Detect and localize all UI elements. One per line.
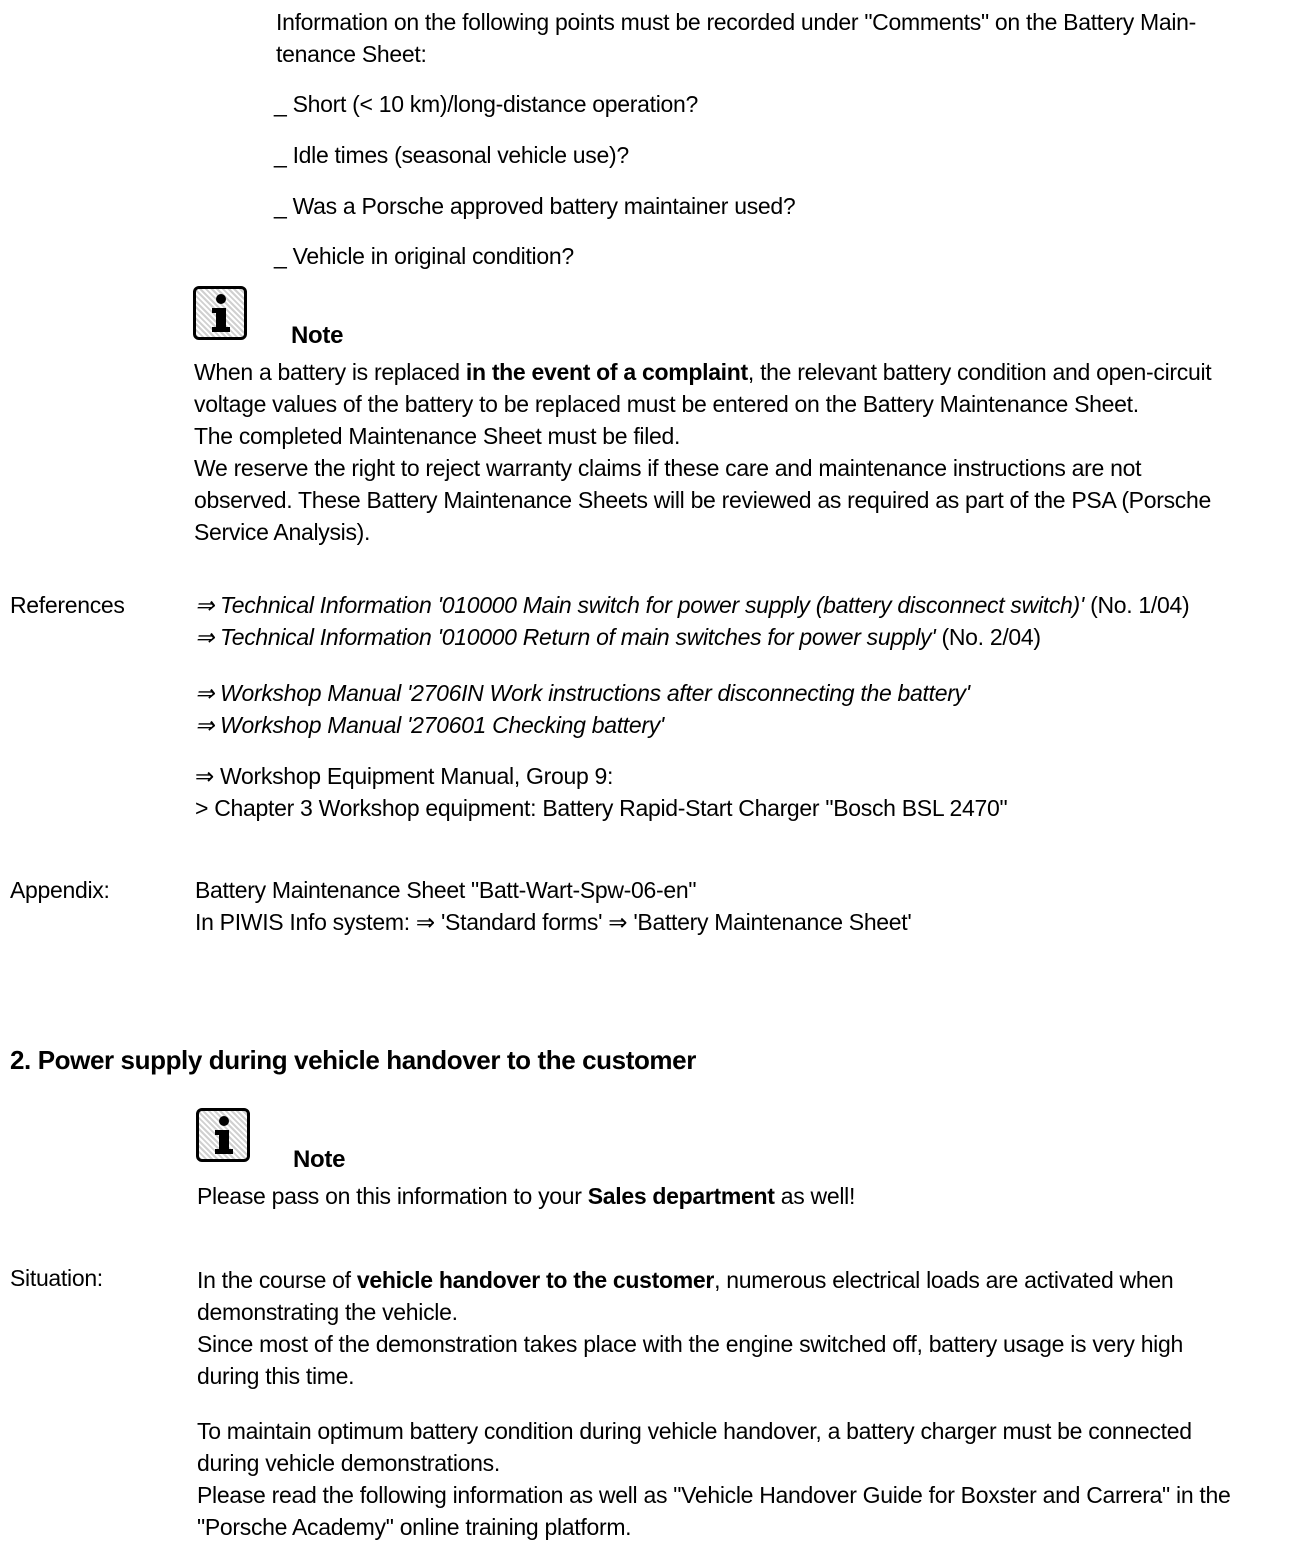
situation-body: [197, 1415, 1297, 1543]
reference-link[interactable]: ⇒ Technical Information '010000 Return of main switches for power supply': [195, 624, 936, 650]
list-item: _ Was a Porsche approved battery maintainer used?: [274, 193, 796, 219]
list-item: _ Short (< 10 km)/long-distance operation?: [274, 91, 699, 117]
references-list: [195, 677, 1305, 741]
intro-line-2: tenance Sheet:: [276, 41, 427, 67]
references-list: [195, 760, 1305, 824]
intro-line-1: Information on the following points must be recorded under "Comments" on the Battery Main-: [276, 9, 1197, 35]
note-line: Please pass on this information to your Sales department as well!: [197, 1183, 856, 1209]
situation-line: during vehicle demonstrations.: [197, 1450, 500, 1476]
list-item: _ Idle times (seasonal vehicle use)?: [274, 142, 629, 168]
appendix-line: In PIWIS Info system: ⇒ 'Standard forms' ⇒ 'Battery Maintenance Sheet': [195, 909, 912, 935]
intro-paragraph: [276, 6, 1296, 70]
situation-label: Situation:: [10, 1265, 103, 1291]
reference-link[interactable]: ⇒ Workshop Manual '2706IN Work instructions after disconnecting the battery': [195, 680, 970, 706]
reference-item: ⇒ Workshop Equipment Manual, Group 9:: [195, 763, 614, 789]
situation-line: In the course of vehicle handover to the customer, numerous electrical loads are activated when: [197, 1267, 1174, 1293]
situation-line: during this time.: [197, 1363, 355, 1389]
references-label: References: [10, 592, 125, 618]
appendix-body: [195, 874, 1305, 938]
situation-body: [197, 1264, 1297, 1392]
note-title: Note: [291, 322, 344, 349]
note-title: Note: [293, 1146, 346, 1173]
appendix-label: Appendix:: [10, 877, 110, 903]
list-item: _ Vehicle in original condition?: [274, 243, 574, 269]
situation-line: demonstrating the vehicle.: [197, 1299, 458, 1325]
reference-item: > Chapter 3 Workshop equipment: Battery Rapid-Start Charger "Bosch BSL 2470": [195, 795, 1008, 821]
info-icon: [196, 1108, 250, 1162]
appendix-line: Battery Maintenance Sheet "Batt-Wart-Spw-06-en": [195, 877, 697, 903]
reference-link[interactable]: ⇒ Workshop Manual '270601 Checking battery': [195, 712, 665, 738]
note-line: The completed Maintenance Sheet must be filed.: [194, 423, 681, 449]
info-icon: [193, 286, 247, 340]
reference-item: ⇒ Technical Information '010000 Main switch for power supply (battery disconnect switch)' (No. 1/04): [195, 592, 1190, 618]
situation-line: Please read the following information as well as "Vehicle Handover Guide for Boxster and Carrera" in the: [197, 1482, 1231, 1508]
note-line: When a battery is replaced in the event of a complaint, the relevant battery condition and open-circuit: [194, 359, 1212, 385]
note-line: voltage values of the battery to be replaced must be entered on the Battery Maintenance Sheet.: [194, 391, 1139, 417]
section-heading: 2. Power supply during vehicle handover to the customer: [10, 1045, 696, 1075]
note-body: [194, 356, 1304, 548]
reference-item: ⇒ Technical Information '010000 Return of main switches for power supply' (No. 2/04): [195, 624, 1041, 650]
references-list: [195, 589, 1305, 653]
situation-line: To maintain optimum battery condition during vehicle handover, a battery charger must be connected: [197, 1418, 1192, 1444]
note-body: [197, 1180, 1297, 1212]
note-line: We reserve the right to reject warranty claims if these care and maintenance instructions are not: [194, 455, 1142, 481]
reference-link[interactable]: ⇒ Technical Information '010000 Main switch for power supply (battery disconnect switch)': [195, 592, 1084, 618]
situation-line: "Porsche Academy" online training platform.: [197, 1514, 632, 1540]
note-line: Service Analysis).: [194, 519, 371, 545]
note-line: observed. These Battery Maintenance Sheets will be reviewed as required as part of the PSA (Porsche: [194, 487, 1211, 513]
situation-line: Since most of the demonstration takes place with the engine switched off, battery usage is very high: [197, 1331, 1183, 1357]
